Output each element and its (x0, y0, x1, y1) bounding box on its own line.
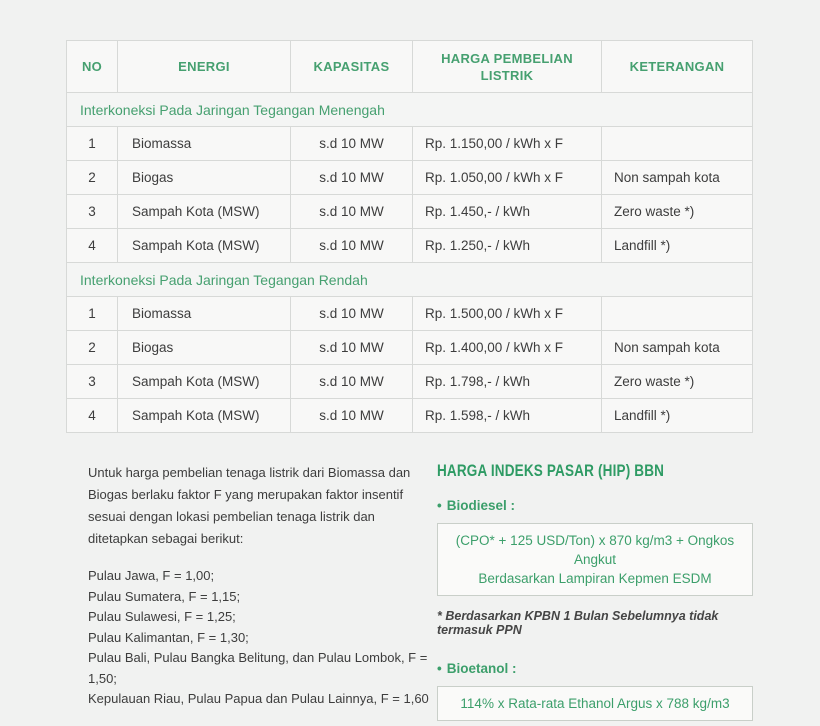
cell-kapasitas: s.d 10 MW (291, 127, 413, 161)
col-header-kapasitas: KAPASITAS (291, 41, 413, 93)
biodiesel-formula-box (437, 523, 753, 596)
cell-no: 3 (67, 365, 118, 399)
table-row (67, 161, 753, 195)
cell-keterangan: Landfill *) (602, 229, 753, 263)
cell-harga: Rp. 1.150,00 / kWh x F (413, 127, 602, 161)
cell-harga: Rp. 1.250,- / kWh (413, 229, 602, 263)
cell-harga: Rp. 1.400,00 / kWh x F (413, 331, 602, 365)
intro-line: Biogas berlaku faktor F yang merupakan faktor insentif (88, 487, 404, 502)
cell-keterangan: Non sampah kota (602, 161, 753, 195)
factor-f-intro (88, 462, 438, 550)
cell-kapasitas: s.d 10 MW (291, 297, 413, 331)
cell-kapasitas: s.d 10 MW (291, 161, 413, 195)
table-row (67, 229, 753, 263)
cell-no: 2 (67, 161, 118, 195)
cell-keterangan: Zero waste *) (602, 365, 753, 399)
intro-line: Untuk harga pembelian tenaga listrik dari Biomassa dan (88, 465, 411, 480)
table-row (67, 331, 753, 365)
hip-title: HARGA INDEKS PASAR (HIP) BBN (437, 462, 665, 480)
section-header-tegangan-rendah (67, 263, 753, 297)
cell-harga: Rp. 1.598,- / kWh (413, 399, 602, 433)
cell-energi: Biomassa (118, 127, 291, 161)
cell-no: 2 (67, 331, 118, 365)
factor-f-list (88, 566, 438, 710)
cell-harga: Rp. 1.050,00 / kWh x F (413, 161, 602, 195)
bioetanol-label (437, 661, 753, 676)
factor-f-notes (88, 462, 438, 710)
section-title: Interkoneksi Pada Jaringan Tegangan Menengah (67, 93, 753, 127)
cell-kapasitas: s.d 10 MW (291, 195, 413, 229)
cell-kapasitas: s.d 10 MW (291, 365, 413, 399)
col-header-no: NO (67, 41, 118, 93)
cell-energi: Sampah Kota (MSW) (118, 399, 291, 433)
factor-line: Pulau Bali, Pulau Bangka Belitung, dan Pulau Lombok, F = 1,50; (88, 650, 428, 686)
cell-energi: Biogas (118, 161, 291, 195)
col-header-keterangan: KETERANGAN (602, 41, 753, 93)
biodiesel-formula-line: (CPO* + 125 USD/Ton) x 870 kg/m3 + Ongkos Angkut (455, 533, 735, 567)
cell-no: 3 (67, 195, 118, 229)
factor-line: Pulau Sulawesi, F = 1,25; (88, 609, 236, 624)
cell-no: 1 (67, 297, 118, 331)
factor-line: Pulau Kalimantan, F = 1,30; (88, 629, 249, 645)
hip-title-wrap (437, 462, 753, 481)
table-row (67, 195, 753, 229)
bioetanol-formula-line: 114% x Rata-rata Ethanol Argus x 788 kg/m3 (460, 696, 730, 711)
factor-line: Pulau Sumatera, F = 1,15; (88, 588, 241, 604)
cell-kapasitas: s.d 10 MW (291, 331, 413, 365)
table-row (67, 399, 753, 433)
col-header-harga: HARGA PEMBELIAN LISTRIK (413, 41, 602, 93)
table-header-row (67, 41, 753, 93)
table-row (67, 127, 753, 161)
section-header-tegangan-menengah (67, 93, 753, 127)
cell-harga: Rp. 1.798,- / kWh (413, 365, 602, 399)
cell-keterangan (602, 297, 753, 331)
cell-energi: Biogas (118, 331, 291, 365)
cell-energi: Sampah Kota (MSW) (118, 195, 291, 229)
cell-harga: Rp. 1.500,00 / kWh x F (413, 297, 602, 331)
intro-line: sesuai dengan lokasi pembelian tenaga listrik dan (88, 509, 375, 524)
biodiesel-label (437, 498, 753, 513)
biodiesel-label-text: Biodiesel : (446, 498, 515, 513)
biodiesel-formula-line: Berdasarkan Lampiran Kepmen ESDM (478, 571, 712, 586)
section-title: Interkoneksi Pada Jaringan Tegangan Rendah (67, 263, 753, 297)
cell-keterangan: Landfill *) (602, 399, 753, 433)
cell-no: 4 (67, 399, 118, 433)
hip-bbn-section (437, 462, 753, 721)
tariff-table (66, 40, 753, 433)
table-row (67, 365, 753, 399)
cell-kapasitas: s.d 10 MW (291, 229, 413, 263)
cell-keterangan: Zero waste *) (602, 195, 753, 229)
col-header-energi: ENERGI (118, 41, 291, 93)
cell-harga: Rp. 1.450,- / kWh (413, 195, 602, 229)
cell-energi: Sampah Kota (MSW) (118, 229, 291, 263)
cell-energi: Biomassa (118, 297, 291, 331)
cell-kapasitas: s.d 10 MW (291, 399, 413, 433)
bioetanol-label-text: Bioetanol : (446, 661, 517, 676)
factor-line: Pulau Jawa, F = 1,00; (88, 568, 215, 583)
kpbn-footnote: * Berdasarkan KPBN 1 Bulan Sebelumnya tidak termasuk PPN (437, 609, 719, 637)
cell-no: 4 (67, 229, 118, 263)
cell-keterangan (602, 127, 753, 161)
factor-line: Kepulauan Riau, Pulau Papua dan Pulau Lainnya, F = 1,60 (88, 691, 429, 706)
bioetanol-formula-box (437, 686, 753, 721)
bullet-icon: • (437, 498, 442, 513)
cell-energi: Sampah Kota (MSW) (118, 365, 291, 399)
table-row (67, 297, 753, 331)
cell-no: 1 (67, 127, 118, 161)
cell-keterangan: Non sampah kota (602, 331, 753, 365)
intro-line: ditetapkan sebagai berikut: (88, 531, 244, 546)
bullet-icon: • (437, 661, 442, 676)
